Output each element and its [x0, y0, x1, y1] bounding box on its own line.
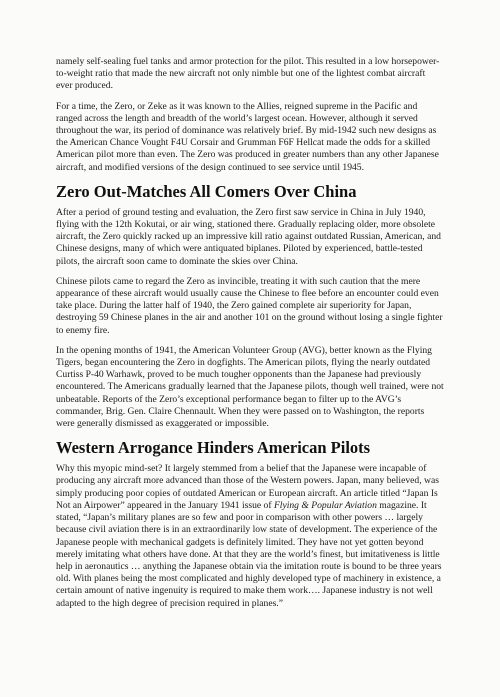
western-paragraph-1-start: Why this myopic mind-set? It largely stemmed from a belief that the Japanese were incapable of producing any aircraft more advanced than those of the Western powers. Japan, many believed, was simply producing poor copies of outdated American or European aircraft. An article titled “Japan Is Not an Airpower” appeared in the January 1941 issue of	[56, 463, 439, 511]
magazine-title: Flying & Popular Aviation	[273, 499, 377, 511]
section-heading-western-arrogance: Western Arrogance Hinders American Pilots	[56, 438, 371, 458]
section-heading-china: Zero Out-Matches All Comers Over China	[56, 181, 357, 201]
western-paragraph-1-end: magazine. It stated, “Japan’s military planes are so few and poor in comparison with other powers … largely because civil aviation there is in an extraordinarily low state of development. The experience of the Japanese people with mechanical gadgets is definitely limited. They have not yet gotten beyond merely imitating what others have done. At that they are the world’s finest, but imitativeness is little help in aeronautics … anything the Japanese obtain via the imitation route is bound to be three years old. With planes being the most complicated and highly developed type of machinery in existence, a certain amount of native ingenuity is required to make them work…. Japanese industry is not well adapted to the high degree of precision required in planes.”	[56, 499, 442, 609]
china-paragraph-1: After a period of ground testing and evaluation, the Zero first saw service in China in July 1940, flying with the 12th Kokutai, or air wing, stationed there. Gradually replacing older, more obsolete aircraft, the Zero quickly racked up an impressive kill ratio against outdated Russian, American, and Chinese designs, many of which were antiquated biplanes. Piloted by experienced, battle-tested pilots, the aircraft soon came to dominate the skies over China.	[56, 206, 441, 267]
western-paragraph-1	[56, 463, 444, 609]
china-paragraph-2: Chinese pilots came to regard the Zero as invincible, treating it with such caution that the mere appearance of these aircraft would usually cause the Chinese to flee before an encounter could even take place. During the latter half of 1940, the Zero gained complete air superiority for Japan, destroying 59 Chinese planes in the air and another 101 on the ground without losing a single fighter to enemy fire.	[56, 275, 443, 336]
intro-paragraph-1: namely self-sealing fuel tanks and armor protection for the pilot. This resulted in a low horsepower-to-weight ratio that made the new aircraft not only nimble but one of the lightest combat aircraft ever produced.	[56, 56, 440, 92]
intro-paragraph-2: For a time, the Zero, or Zeke as it was known to the Allies, reigned supreme in the Pacific and ranged across the length and breadth of the world’s largest ocean. However, although it served throughout the war, its period of dominance was relatively brief. By mid-1942 such new designs as the American Chance Vought F4U Corsair and Grumman F6F Hellcat made the odds for a skilled American pilot more than even. The Zero was produced in greater numbers than any other Japanese aircraft, and modified versions of the design continued to see service until 1945.	[56, 100, 439, 173]
china-paragraph-3: In the opening months of 1941, the American Volunteer Group (AVG), better known as the Flying Tigers, began encountering the Zero in dogfights. The American pilots, flying the nearly outdated Curtiss P-40 Warhawk, proved to be much tougher opponents than the Japanese had previously encountered. The Americans gradually learned that the Japanese pilots, though well trained, were not unbeatable. Reports of the Zero’s exceptional performance began to filter up to the AVG’s commander, Brig. Gen. Claire Chennault. When they were passed on to Washington, the reports were generally dismissed as exaggerated or impossible.	[56, 344, 444, 430]
